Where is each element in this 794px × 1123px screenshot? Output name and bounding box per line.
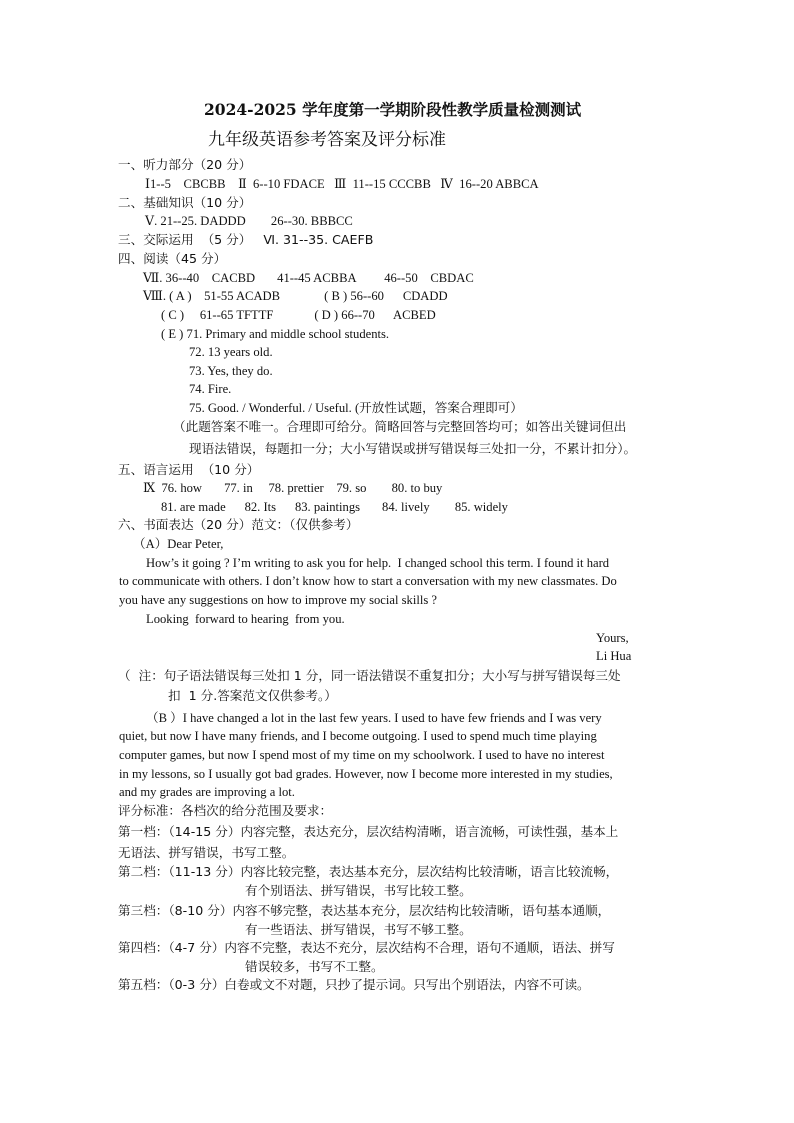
writing-a-salutation: （A）Dear Peter, [133,537,224,551]
document-subtitle: 九年级英语参考答案及评分标准 [208,130,446,150]
reading-note-line2: 现语法错误，每题扣一分；大小写错误或拼写错误每三处扣一分，不累计扣分）。 [189,441,637,456]
writing-b-line5: and my grades are improving a lot. [119,785,295,799]
basics-answers: Ⅴ. 21--25. DADDD 26--30. BBBCC [145,214,353,228]
writing-a-paragraph2: Looking forward to hearing from you. [146,612,345,626]
criteria-grade4-line2: 错误较多，书写不工整。 [245,959,384,974]
writing-b-line1: （B ）I have changed a lot in the last few years. I used to have few friends and I was very [146,711,602,725]
criteria-grade3-line2: 有一些语法、拼写错误，书写不够工整。 [245,922,472,937]
section-writing-heading: 六、书面表达（20 分）范文：（仅供参考） [118,517,359,532]
section-listening-heading: 一、听力部分（20 分） [118,157,252,172]
listening-answers: Ⅰ1--5 CBCBB Ⅱ 6--10 FDACE Ⅲ 11--15 CCCBB Ⅳ 16--20 ABBCA [145,177,539,191]
reading-answers-line5: 72. 13 years old. [189,345,273,359]
writing-a-signature: Li Hua [596,649,632,663]
criteria-heading: 评分标准：各档次的给分范围及要求： [118,803,333,818]
criteria-grade3-line1: 第三档：（8-10 分）内容不够完整，表达基本充分，层次结构比较清晰，语句基本通顺， [118,903,611,918]
reading-answers-line8: 75. Good. / Wonderful. / Useful. (开放性试题，答案合理即可） [189,401,523,415]
section-communication-heading: 三、交际运用 （5 分） Ⅵ. 31--35. CAEFB [118,232,374,247]
language-answers-line1: Ⅸ 76. how 77. in 78. prettier 79. so 80. to buy [143,481,443,495]
reading-answers-line2: Ⅷ. ( A ) 51-55 ACADB ( B ) 56--60 CDADD [143,289,448,303]
criteria-grade4-line1: 第四档：（4-7 分）内容不完整，表达不充分，层次结构不合理，语句不通顺，语法、拼写 [118,940,615,955]
criteria-grade1-line1: 第一档：（14-15 分）内容完整，表达充分，层次结构清晰，语言流畅，可读性强，基本上 [118,824,619,839]
writing-note-line1: （ 注：句子语法错误每三处扣 1 分，同一语法错误不重复扣分；大小写与拼写错误每三处 [118,668,621,683]
writing-a-paragraph1-line1: How’s it going ? I’m writing to ask you for help. I changed school this term. I found it hard [146,556,610,570]
criteria-grade2-line2: 有个别语法、拼写错误，书写比较工整。 [245,883,472,898]
writing-b-line3: computer games, but now I spend most of my time on my schoolwork. I used to have no interest [119,748,605,762]
writing-a-paragraph1-line2: to communicate with others. I don’t know how to start a conversation with my new classmates. Do [119,574,617,588]
criteria-grade5-line1: 第五档：（0-3 分）白卷或文不对题，只抄了提示词。只写出个别语法，内容不可读。 [118,977,590,992]
criteria-grade1-line2: 无语法、拼写错误，书写工整。 [118,845,295,860]
document-title: 2024-2025 学年度第一学期阶段性教学质量检测测试 [204,100,582,119]
reading-answers-line1: Ⅶ. 36--40 CACBD 41--45 ACBBA 46--50 CBDAC [143,271,474,285]
reading-answers-line4: ( E ) 71. Primary and middle school students. [161,327,390,341]
section-reading-heading: 四、阅读（45 分） [118,251,227,266]
reading-answers-line6: 73. Yes, they do. [189,364,273,378]
reading-answers-line3: ( C ) 61--65 TFTTF ( D ) 66--70 ACBED [161,308,436,322]
writing-note-line2: 扣 1 分.答案范文仅供参考。） [168,688,337,703]
language-answers-line2: 81. are made 82. Its 83. paintings 84. lively 85. widely [161,500,508,514]
criteria-grade2-line1: 第二档：（11-13 分）内容比较完整，表达基本充分，层次结构比较清晰，语言比较流畅， [118,864,619,879]
reading-answers-line7: 74. Fire. [189,382,232,396]
reading-note-line1: （此题答案不唯一。合理即可给分。简略回答与完整回答均可；如答出关键词但出 [173,419,627,434]
writing-b-line4: in my lessons, so I usually got bad grades. However, now I become more interested in my studies, [119,767,613,781]
writing-a-paragraph1-line3: you have any suggestions on how to improve my social skills ? [119,593,437,607]
writing-b-line2: quiet, but now I have many friends, and I become outgoing. I used to spend much time playing [119,729,597,743]
section-basics-heading: 二、基础知识（10 分） [118,195,252,210]
section-language-heading: 五、语言运用 （10 分） [118,462,260,477]
writing-a-closing: Yours, [596,631,629,645]
